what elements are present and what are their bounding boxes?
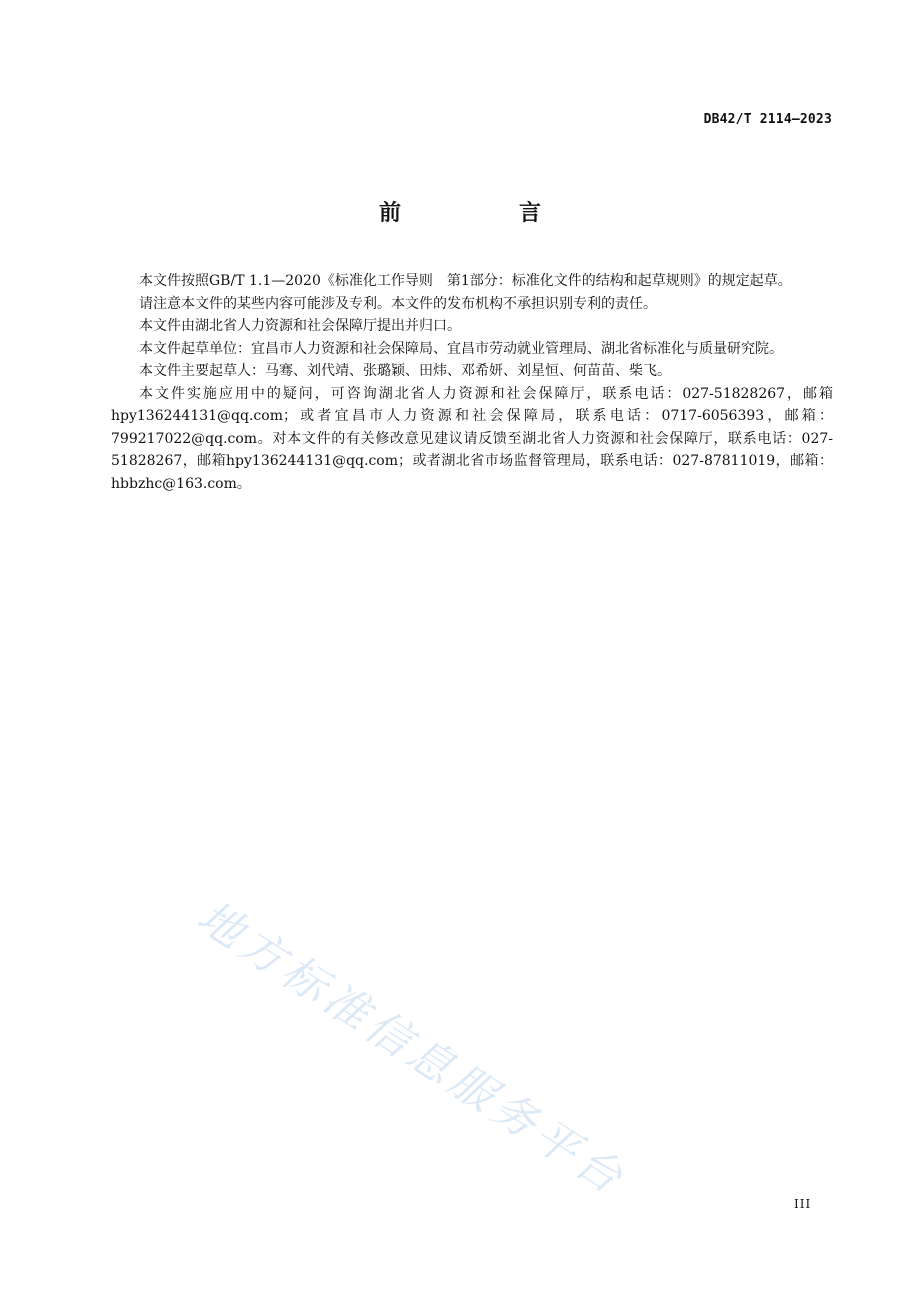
watermark: 地方标准信息服务平台 <box>188 891 636 1207</box>
foreword-body <box>111 270 833 495</box>
document-code: DB42/T 2114—2023 <box>703 112 832 127</box>
paragraph-contact-info: 本文件实施应用中的疑问，可咨询湖北省人力资源和社会保障厅，联系电话：027-51828267，邮箱hpy136244131@qq.com；或者宜昌市人力资源和社会保障局，联系电话：0717-6056393，邮箱：799217022@qq.com。对本文件的有关修改意见建议请反馈至湖北省人力资源和社会保障厅，联系电话：027-51828267，邮箱hpy136244131@qq.com；或者湖北省市场监督管理局，联系电话：027-87811019，邮箱：hbbzhc@163.com。 <box>111 385 833 492</box>
paragraph-proposer: 本文件由湖北省人力资源和社会保障厅提出并归口。 <box>139 318 461 334</box>
paragraph-drafting-units: 本文件起草单位：宜昌市人力资源和社会保障局、宜昌市劳动就业管理局、湖北省标准化与质量研究院。 <box>139 340 783 357</box>
paragraph-patent-notice: 请注意本文件的某些内容可能涉及专利。本文件的发布机构不承担识别专利的责任。 <box>139 295 657 312</box>
paragraph-drafters: 本文件主要起草人：马骞、刘代靖、张璐颖、田炜、邓希妍、刘星恒、何苗苗、柴飞。 <box>139 363 671 379</box>
page-title: 前 言 <box>378 201 589 226</box>
paragraph-drafting-rules: 本文件按照GB/T 1.1—2020《标准化工作导则 第1部分：标准化文件的结构和起草规则》的规定起草。 <box>139 273 792 289</box>
page-number: III <box>794 1197 812 1211</box>
